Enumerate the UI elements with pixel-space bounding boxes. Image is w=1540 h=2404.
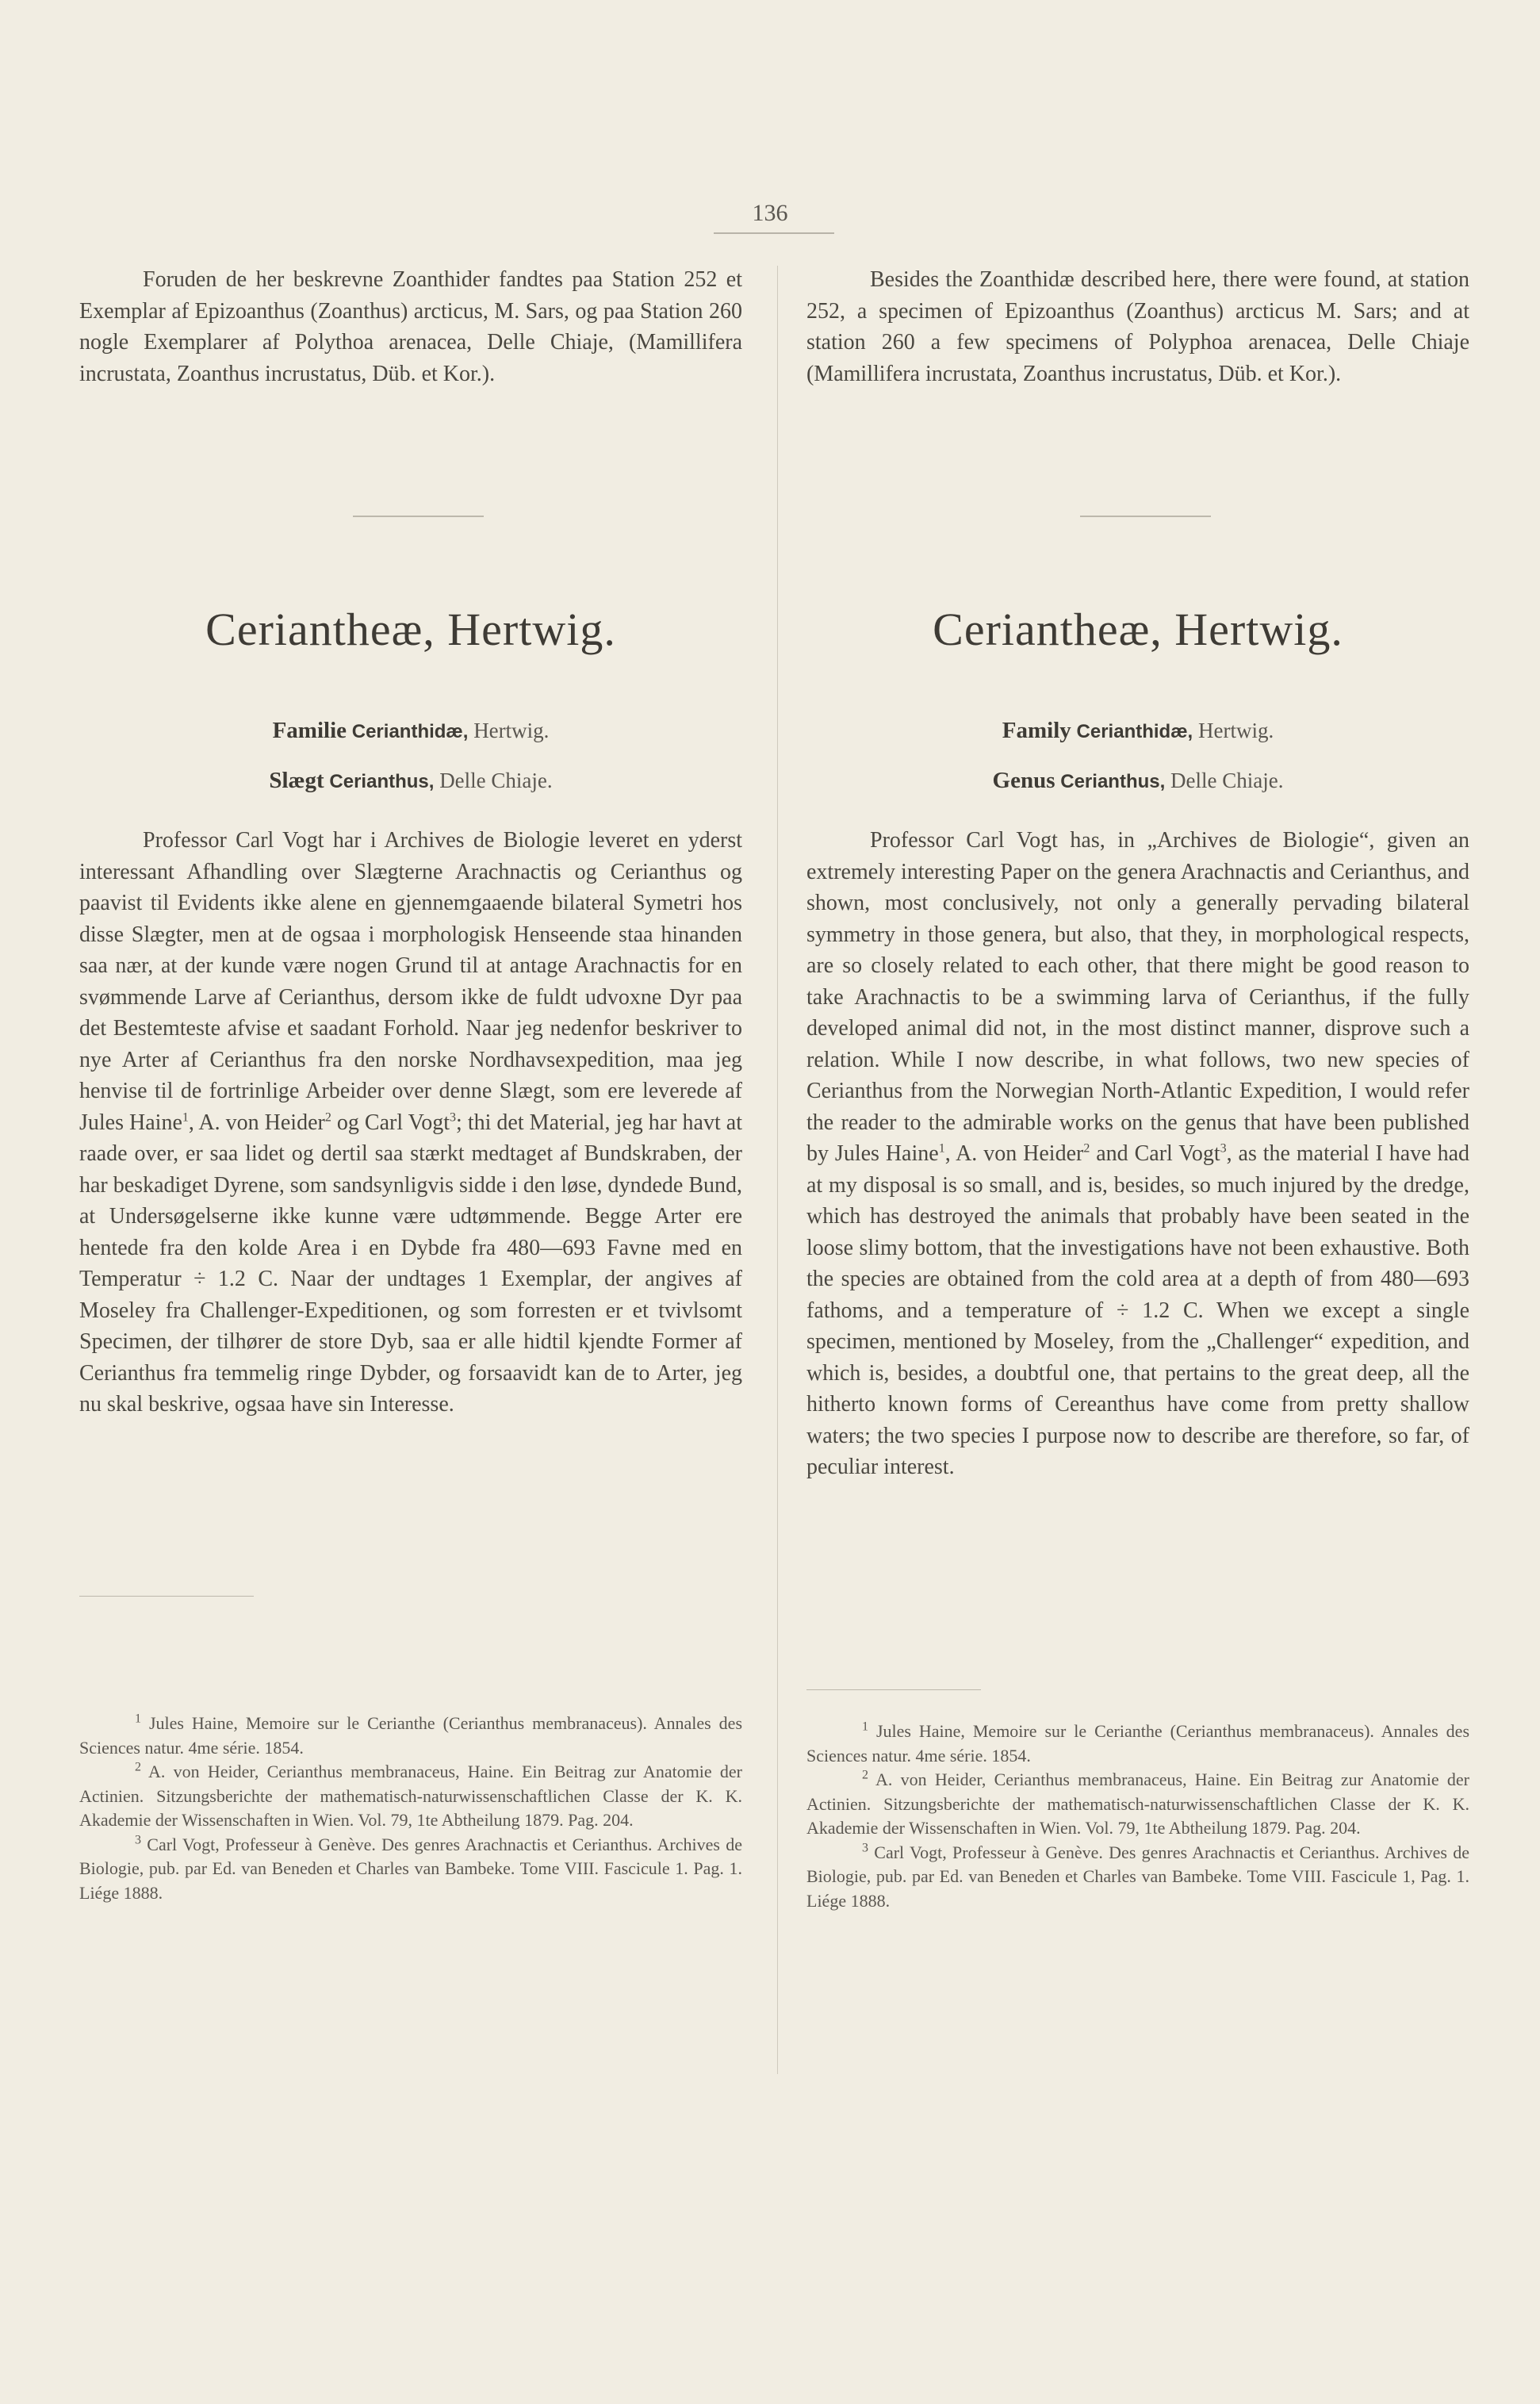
family-heading: Family Cerianthidæ, Hertwig. [1002,718,1274,743]
page-number-rule [714,232,834,234]
genus-heading: Slægt Cerianthus, Delle Chiaje. [269,768,553,793]
footnote-2: $^2$ A. von Heider, Cerianthus membranaceus, Haine. Ein Beitrag zur Anatomie der Actinien. Sitzungsberichte der mathematisch-naturwissenschaftlichen Classe der K. K. Akademie der Wissenschaften in Wien. Vol. 79, 1te Abtheilung 1879. Pag. 204. [806,1768,1470,1838]
section-title: Ceriantheæ, Hertwig. [205,604,616,655]
footnote-ref-2[interactable]: 2 [324,1110,331,1125]
footnote-rule [806,1689,981,1690]
intro-paragraph: Foruden de her beskrevne Zoanthider fandtes paa Station 252 et Exemplar af Epizoanthus (Zoanthus) arcticus, M. Sars, og paa Station 260 nogle Exemplarer af Polythoa arenacea, Delle Chiaje, (Mamillifera incrustata, Zoanthus incrustatus, Düb. et Kor.). [79,267,742,386]
family-heading: Familie Cerianthidæ, Hertwig. [272,718,550,743]
page-number: 136 [752,200,788,226]
footnote-rule [79,1596,254,1597]
intro-paragraph: Besides the Zoanthidæ described here, there were found, at station 252, a specimen of Epizoanthus (Zoanthus) arcticus M. Sars; and at station 260 a few specimens of Polyphoa arenacea, Delle Chiaje (Mamillifera incrustata, Zoanthus incrustatus, Düb. et Kor.). [806,267,1469,386]
genus-heading: Genus Cerianthus, Delle Chiaje. [992,768,1284,793]
footnote-1: $^1$ Jules Haine, Memoire sur le Cerianthe (Cerianthus membranaceus). Annales des Sciences natur. 4me série. 1854. [806,1720,1470,1766]
footnote-3: $^3$ Carl Vogt, Professeur à Genève. Des genres Arachnactis et Cerianthus. Archives de Biologie, pub. par Ed. van Beneden et Charles van Bambeke. Tome VIII. Fascicule 1. Pag. 1. Liége 1888. [79,1833,743,1903]
column-divider [777,266,778,2074]
footnote-2: $^2$ A. von Heider, Cerianthus membranaceus, Haine. Ein Beitrag zur Anatomie der Actinien. Sitzungsberichte der mathematisch-naturwissenschaftlichen Classe der K. K. Akademie der Wissenschaften in Wien. Vol. 79, 1te Abtheilung 1879. Pag. 204. [79,1760,743,1830]
footnote-1: $^1$ Jules Haine, Memoire sur le Cerianthe (Cerianthus membranaceus). Annales des Sciences natur. 4me série. 1854. [79,1712,743,1758]
footnotes [79,1712,742,1905]
body-paragraph: Professor Carl Vogt har i Archives de Biologie leveret en yderst interessant Afhandling over Slægterne Arachnactis og Cerianthus og paavist til Evidents ikke alene en gjennemgaaende bilateral Symetri hos disse Slægter, men at de ogsaa i morphologisk Henseende staa hinanden saa nær, at der kunde være nogen Grund til at antage Arachnactis for en svømmende Larve af Cerianthus, dersom ikke de fuldt udvoxne Dyr paa det Bestemteste afvise et saadant Forhold. Naar jeg nedenfor beskriver to nye Arter af Cerianthus fra den norske Nordhavsexpedition, maa jeg henvise til de fortrinlige Arbeider over denne Slægt, som ere leverede af Jules Haine$^1$, A. von Heider$^2$ og Carl Vogt$^3$; thi det Material, jeg har havt at raade over, er saa lidet og dertil saa stærkt medtaget af Bundskraben, der har beskadiget Dyrene, som sandsynligvis sidde i den løse, dyndede Bund, at Undersøgelserne ikke kunne være udtømmende. Begge Arter ere hentede fra den kolde Area i en Dybde fra 480—693 Favne med en Temperatur ÷ 1.2 C. Naar der undtages 1 Exemplar, der angives af Moseley fra Challenger-Expeditionen, og som forresten er et tvivlsomt Specimen, der tilhører de store Dyb, saa er alle hidtil kjendte Former af Cerianthus fra temmelig ringe Dybder, og forsaavidt kan de to Arter, jeg nu skal beskrive, ogsaa have sin Interesse. [79,828,743,1417]
body-paragraph: Professor Carl Vogt has, in „Archives de Biologie“, given an extremely interesting Paper on the genera Arachnactis and Cerianthus, and shown, most conclusively, not only a generally pervading bilateral symmetry in those genera, but also, that they, in morphological respects, are so closely related to each other, that there might be good reason to take Arachnactis to be a swimming larva of Cerianthus, if the fully developed animal did not, in the most distinct manner, disprove such a relation. While I now describe, in what follows, two new species of Cerianthus from the Norwegian North-Atlantic Expedition, I would refer the reader to the admirable works on the genus that have been published by Jules Haine$^1$, A. von Heider$^2$ and Carl Vogt$^3$, as the material I have had at my disposal is so small, and is, besides, so much injured by the dredge, which has destroyed the animals that probably have been seated in the loose slimy bottom, that the investigations have not been exhaustive. Both the species are obtained from the cold area at a depth of from 480—693 fathoms, and a temperature of ÷ 1.2 C. When we except a single specimen, mentioned by Moseley, from the „Challenger“ expedition, and which is, besides, a doubtful one, that pertains to the great deep, all the hitherto known forms of Cereanthus have come from pretty shallow waters; the two species I purpose now to describe are therefore, so far, of peculiar interest. [806,828,1469,1479]
footnote-ref-2[interactable]: 2 [1083,1141,1090,1156]
footnotes [806,1720,1469,1913]
footnote-ref-3[interactable]: 3 [450,1110,457,1125]
footnote-3: $^3$ Carl Vogt, Professeur à Genève. Des genres Arachnactis et Cerianthus. Archives de Biologie, pub. par Ed. van Beneden et Charles van Bambeke. Tome VIII. Fascicule 1, Pag. 1. Liége 1888. [806,1841,1470,1911]
section-rule [353,516,484,517]
footnote-ref-3[interactable]: 3 [1220,1141,1227,1156]
footnote-ref-1[interactable]: 1 [938,1141,945,1156]
section-title: Ceriantheæ, Hertwig. [933,604,1343,655]
footnote-ref-1[interactable]: 1 [182,1110,189,1125]
section-rule [1080,516,1211,517]
